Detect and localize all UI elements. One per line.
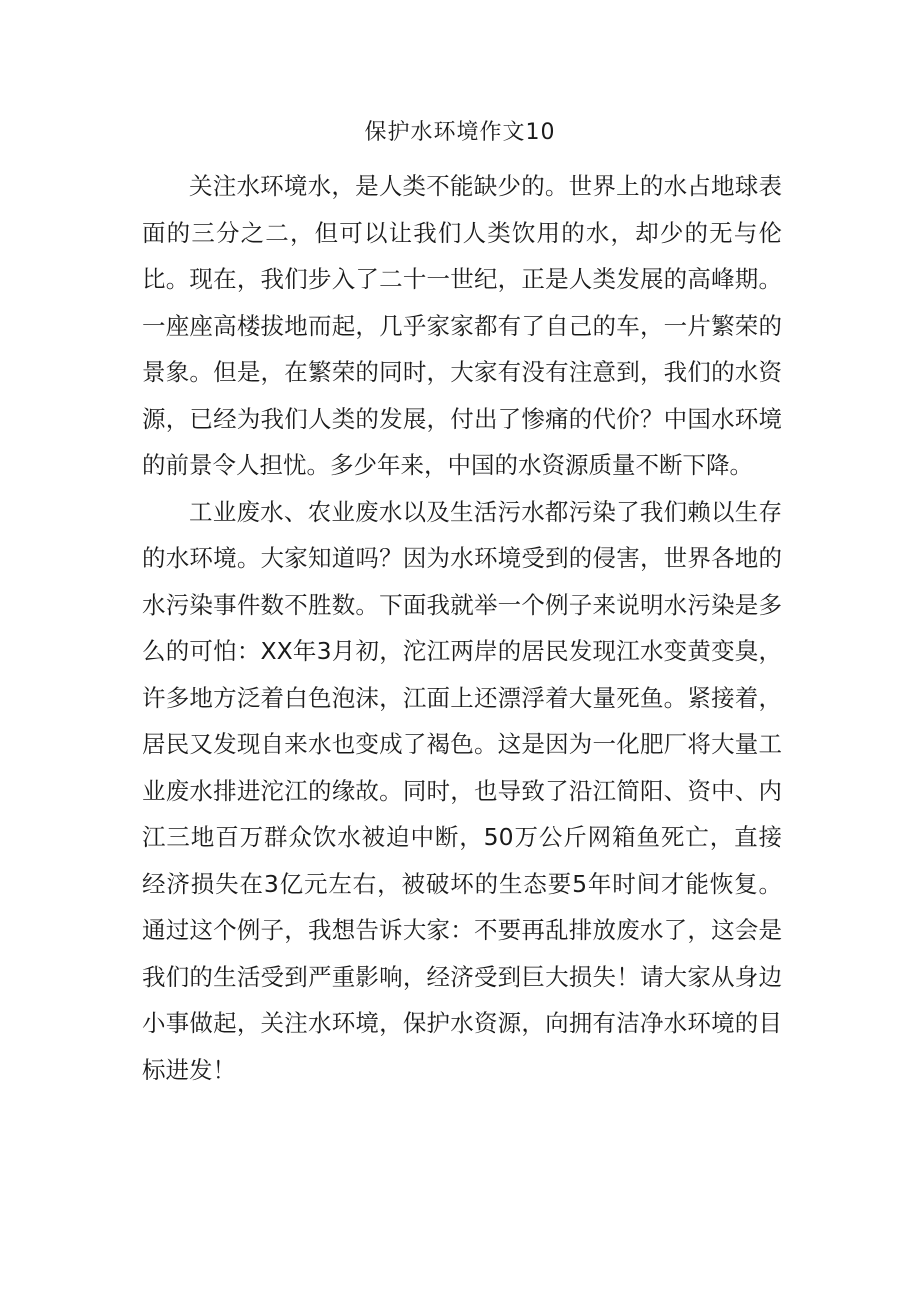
document-title: 保护水环境作文10 xyxy=(364,120,556,145)
paragraph-2: 工业废水、农业废水以及生活污水都污染了我们赖以生存的水环境。大家知道吗？因为水环境受到的侵害，世界各地的水污染事件数不胜数。下面我就举一个例子来说明水污染是多么的可怕：XX年3月初，沱江两岸的居民发现江水变黄变臭，许多地方泛着白色泡沫，江面上还漂浮着大量死鱼。紧接着，居民又发现自来水也变成了褐色。这是因为一化肥厂将大量工业废水排进沱江的缘故。同时，也导致了沿江简阳、资中、内江三地百万群众饮水被迫中断，50万公斤网箱鱼死亡，直接经济损失在3亿元左右，被破坏的生态要5年时间才能恢复。通过这个例子，我想告诉大家：不要再乱排放废水了，这会是我们的生活受到严重影响，经济受到巨大损失！请大家从身边小事做起，关注水环境，保护水资源，向拥有洁净水环境的目标进发！ xyxy=(142,497,782,1084)
paragraph-1: 关注水环境水，是人类不能缺少的。世界上的水占地球表面的三分之二，但可以让我们人类饮用的水，却少的无与伦比。现在，我们步入了二十一世纪，正是人类发展的高峰期。一座座高楼拔地而起，几乎家家都有了自己的车，一片繁荣的景象。但是，在繁荣的同时，大家有没有注意到，我们的水资源，已经为我们人类的发展，付出了惨痛的代价？中国水环境的前景令人担忧。多少年来，中国的水资源质量不断下降。 xyxy=(142,172,782,479)
document-body xyxy=(142,163,782,1093)
